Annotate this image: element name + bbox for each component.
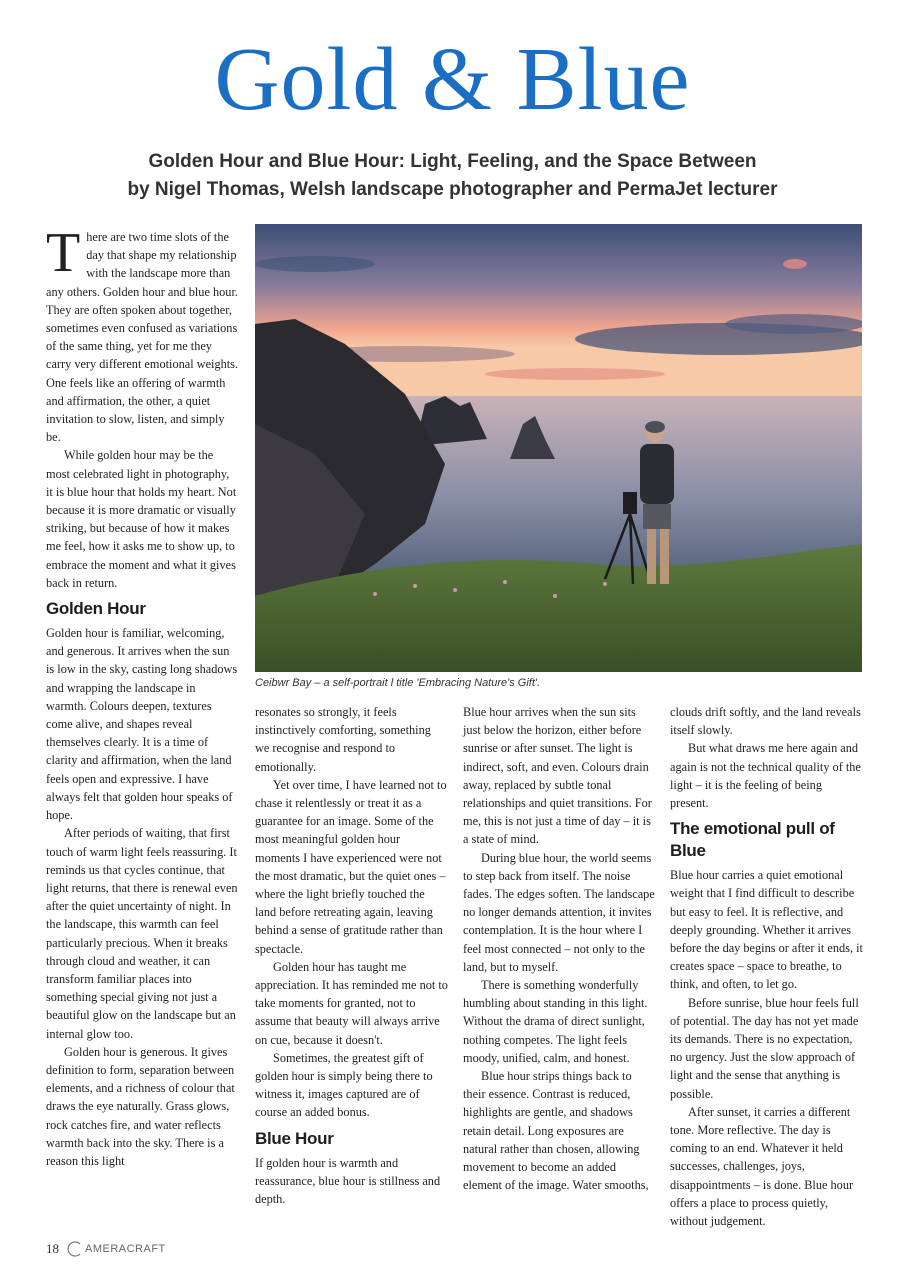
subtitle-line-1: Golden Hour and Blue Hour: Light, Feeling, and the Space Between (148, 151, 757, 172)
intro-paragraph-1: There are two time slots of the day that shape my relationship with the landscape more than any others. Golden hour and blue hour. They are often spoken about together, sometimes even confused as variations of the same thing, yet for me they carry very different emotional weights. One feels like an offering of warmth and affirmation, the other, a quiet invitation to slow, listen, and simply be. (46, 222, 239, 445)
blue-paragraph-5: Blue hour strips things back to their essence. Contrast is reduced, highlights are gentle, and shadows retain detail. Long exposures are natural rather than chosen, allowing movement to become an added element of the image. Water smooths, (463, 1069, 649, 1193)
column-2 (255, 703, 448, 1208)
blue-paragraph-4: There is something wonderfully humbling about standing in this light. Without the drama of direct sunlight, nothing competes. The light feels moody, unified, calm, and honest. (463, 978, 648, 1065)
column-1 (46, 222, 239, 1170)
heading-emotional-pull: The emotional pull of Blue (670, 819, 835, 861)
golden-paragraph-4: Yet over time, I have learned not to chase it relentlessly or treat it as a guarantee for an image. Some of the most meaningful golden hour moments I have experienced were not the most dramatic, but the quiet ones – where the light briefly touched the land before retreating again, leaving behind a sense of gratitude rather than spectacle. (255, 777, 447, 956)
logo-c-icon (67, 1241, 83, 1257)
blue-paragraph-2: Blue hour arrives when the sun sits just below the horizon, either before sunrise or after sunset. The light is indirect, soft, and even. Colours drain away, replaced by subtle tonal relationships and quiet transitions. For me, this is not just a time of day – it is a state of mind. (463, 705, 652, 847)
magazine-logo-text: AMERACRAFT (85, 1243, 166, 1255)
column-3 (463, 703, 656, 1194)
emotional-paragraph-1: Blue hour carries a quiet emotional weight that I find difficult to describe but easy to feel. It is reflective, and deeply grounding. Whether it arrives before the day begins or after it ends, it creates space – space to breathe, to think, and often, to let go. (670, 868, 863, 992)
heading-golden-hour: Golden Hour (46, 599, 146, 619)
golden-paragraph-3-cont: resonates so strongly, it feels instinctively comforting, something we recognise and respond to emotionally. (255, 705, 431, 774)
intro-paragraph-2: While golden hour may be the most celebrated light in photography, it is blue hour that holds my heart. Not because it is more dramatic or visually striking, but because of how it makes me feel, how it asks me to show up, to embrace the moment and what it gives back in return. (46, 448, 237, 590)
emotional-paragraph-2: Before sunrise, blue hour feels full of potential. The day has not yet made its demands. There is no expectation, no urgency. Just the slow approach of light and the sense that anything is possible. (670, 995, 859, 1101)
blue-paragraph-3: During blue hour, the world seems to step back from itself. The noise fades. The edges soften. The landscape no longer demands attention, it invites contemplation. It is the hour where I feel most connected – not only to the land, but to myself. (463, 850, 655, 974)
golden-paragraph-2: After periods of waiting, that first touch of warm light feels reassuring. It reminds us that cycles continue, that light returns, that there is renewal even after the quiet uncertainty of night. In the landscape, this warmth can feel particularly precious. When it breaks through cloud and weather, it can transform familiar places into something special giving not just a beautiful glow on the landscape but an internal glow too. (46, 826, 238, 1041)
subtitle-line-2: by Nigel Thomas, Welsh landscape photographer and PermaJet lecturer (127, 179, 778, 200)
photo-caption: Ceibwr Bay – a self-portrait l title 'Embracing Nature's Gift'. (255, 677, 541, 689)
page-number: 18 (46, 1241, 59, 1256)
blue-paragraph-6: But what draws me here again and again is not the technical quality of the light – it is the feeling of being present. (670, 741, 861, 811)
blue-paragraph-5-cont: clouds drift softly, and the land reveals itself slowly. (670, 705, 861, 738)
page-title: Gold & Blue (214, 30, 691, 129)
golden-paragraph-3: Golden hour is generous. It gives definition to form, separation between elements, and a richness of colour that draws the eye naturally. Grass glows, rock catches fire, and water reflects warmth back into the sky. There is a reason this light (46, 1044, 235, 1168)
page-footer (46, 1241, 166, 1257)
subtitle (0, 148, 905, 204)
drop-cap: T (46, 222, 81, 284)
golden-paragraph-6: Sometimes, the greatest gift of golden hour is simply being there to witness it, images captured are of course an added bonus. (255, 1050, 433, 1120)
blue-paragraph-1: If golden hour is warmth and reassurance, blue hour is stillness and depth. (255, 1155, 441, 1207)
column-4 (670, 703, 863, 1230)
magazine-logo (67, 1241, 166, 1257)
heading-blue-hour: Blue Hour (255, 1128, 334, 1148)
landscape-photo (255, 224, 862, 672)
golden-paragraph-5: Golden hour has taught me appreciation. It has reminded me not to take moments for granted, not to assume that beauty will always arrive on cue, because it doesn't. (255, 959, 448, 1047)
emotional-paragraph-3: After sunset, it carries a different tone. More reflective. The day is coming to an end. Whatever it held successes, challenges, joys, disappointments – is done. Blue hour offers a place to process quietly, without judgement. (670, 1104, 854, 1229)
golden-paragraph-1: Golden hour is familiar, welcoming, and generous. It arrives when the sun is low in the sky, casting long shadows and wrapping the landscape in warmth. Colours deepen, textures come alive, and shapes reveal themselves clearly. It is a time of clarity and affirmation, when the land feels open and expressive. I have always felt that golden hour speaks of hope. (46, 626, 238, 823)
